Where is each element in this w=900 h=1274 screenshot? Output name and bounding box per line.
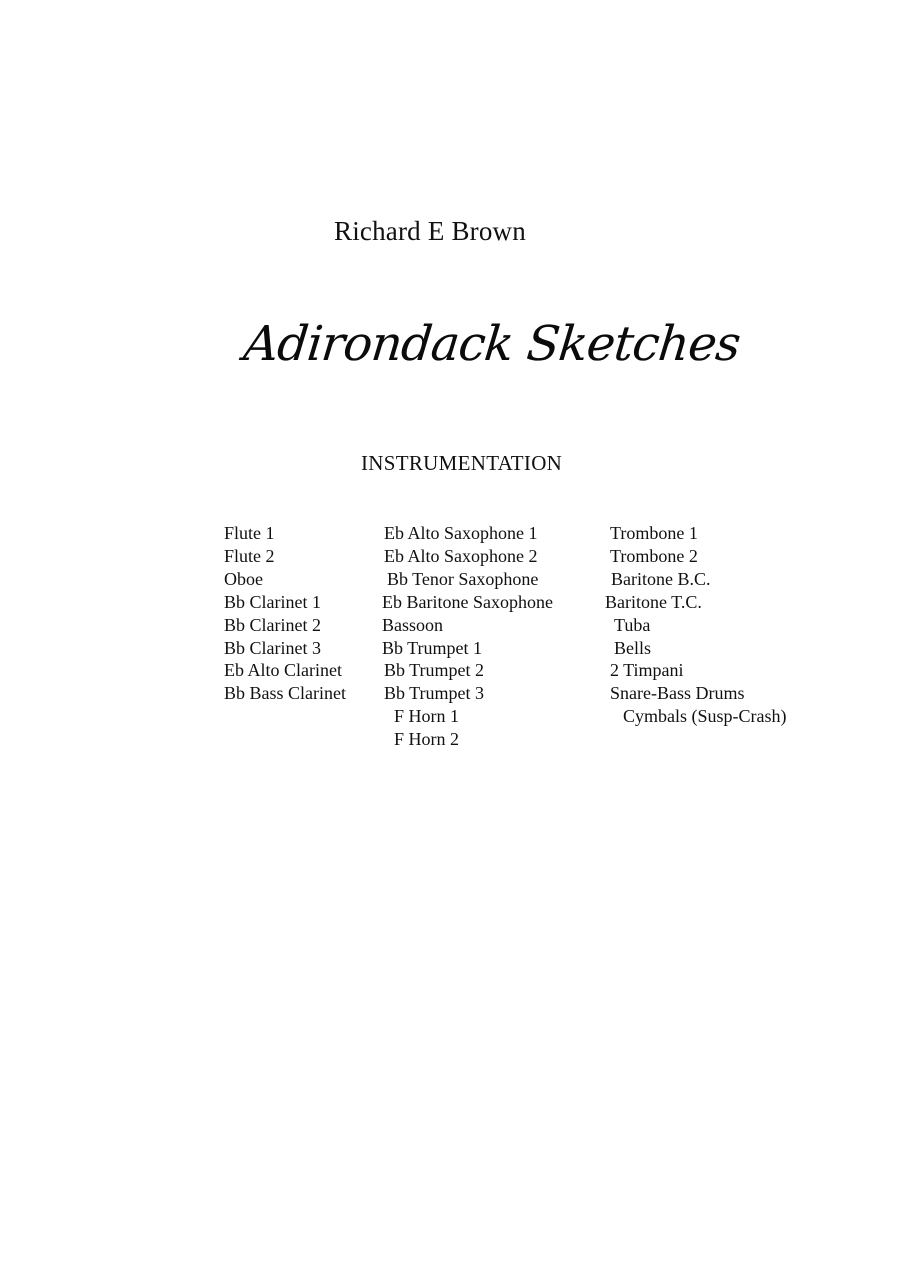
instrument-item: Bb Tenor Saxophone (387, 568, 539, 589)
instrument-item: Eb Baritone Saxophone (382, 591, 553, 612)
instrument-column-saxes-brass (382, 522, 553, 751)
instrument-item: Tuba (614, 614, 651, 635)
instrument-item: Bb Trumpet 2 (384, 660, 485, 681)
instrument-item: Bassoon (382, 614, 444, 635)
instrument-item: Baritone B.C. (611, 568, 711, 589)
instrument-item: Bb Trumpet 1 (382, 637, 483, 658)
instrumentation-heading: INSTRUMENTATION (361, 451, 563, 475)
instrument-item: Eb Alto Saxophone 2 (384, 545, 538, 566)
instrument-item: Bb Clarinet 2 (224, 614, 321, 635)
instrument-item: Oboe (224, 568, 263, 589)
instrument-item: Trombone 1 (610, 523, 698, 543)
instrument-item: Bb Bass Clarinet (224, 683, 346, 704)
instrument-item: F Horn 2 (394, 729, 460, 750)
instrument-item: F Horn 1 (394, 706, 460, 727)
instrument-item: Flute 1 (224, 523, 275, 543)
instrument-item: Bb Clarinet 1 (224, 591, 321, 612)
instrument-item: 2 Timpani (610, 660, 684, 681)
instrument-item: Flute 2 (224, 545, 275, 566)
composer-name: Richard E Brown (334, 216, 526, 246)
instrument-column-woodwinds (224, 522, 346, 705)
piece-title: Adirondack Sketches (241, 316, 743, 372)
instrument-item: Bb Trumpet 3 (384, 683, 485, 704)
instrument-item: Bells (614, 637, 652, 658)
instrument-item: Snare-Bass Drums (610, 683, 745, 704)
instrument-item: Baritone T.C. (605, 591, 702, 612)
instrument-item: Eb Alto Saxophone 1 (384, 523, 538, 543)
instrument-item: Bb Clarinet 3 (224, 637, 321, 658)
instrument-item: Cymbals (Susp-Crash) (623, 706, 787, 727)
instrument-column-low-brass-percussion (605, 522, 787, 728)
instrument-item: Eb Alto Clarinet (224, 660, 342, 681)
instrument-item: Trombone 2 (610, 545, 698, 566)
